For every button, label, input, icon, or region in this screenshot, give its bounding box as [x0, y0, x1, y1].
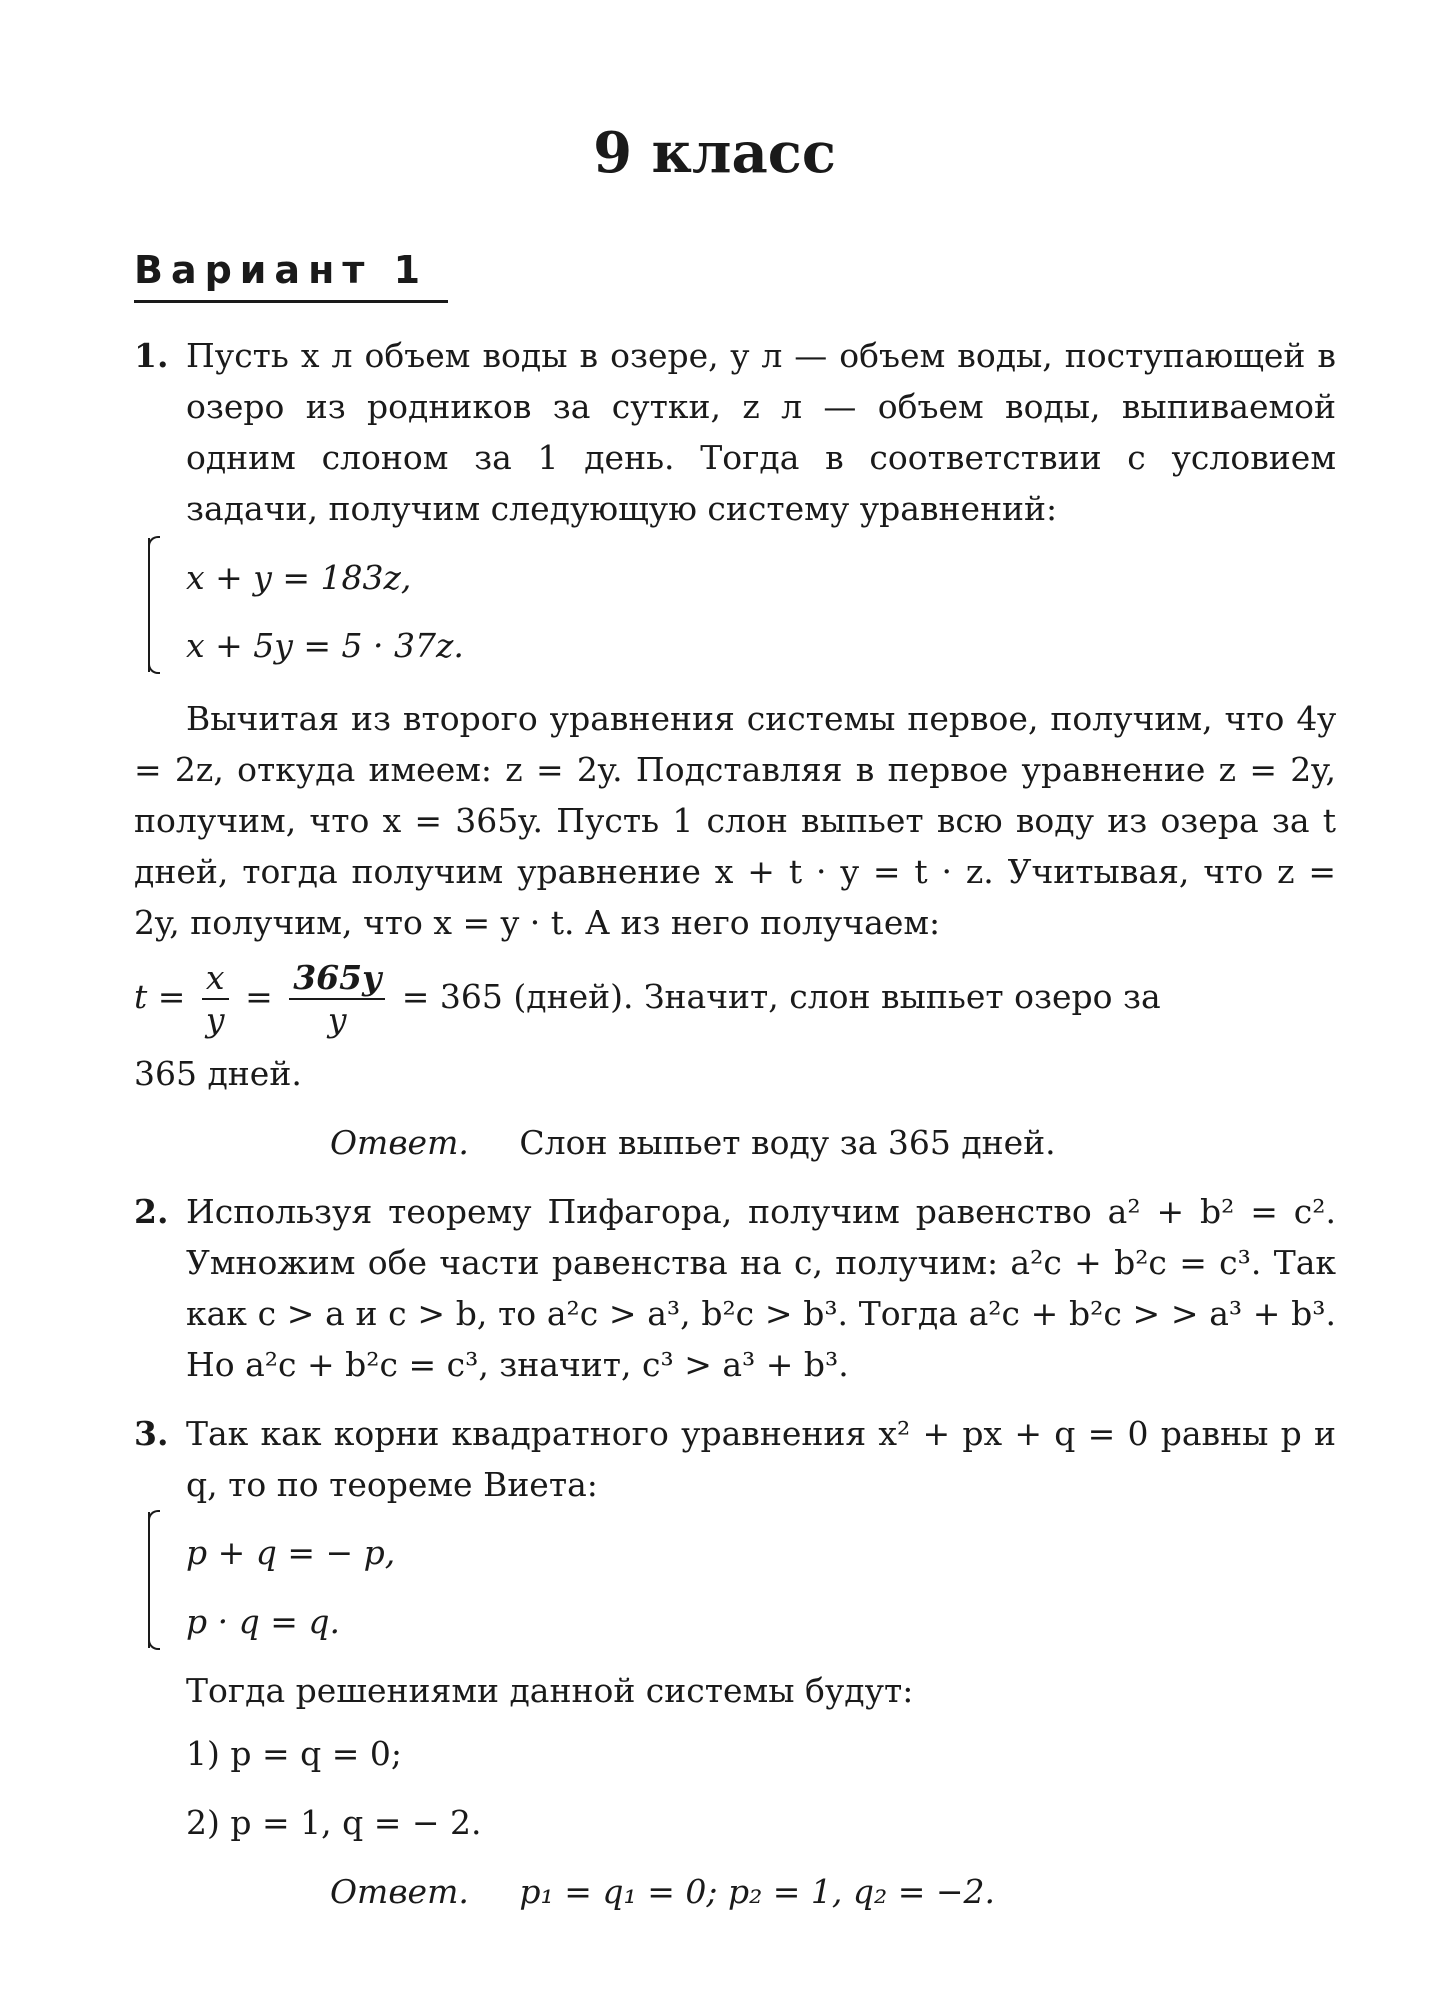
system-1-equation-1: x + y = 183z, [186, 558, 412, 597]
fraction-x-over-y [202, 958, 229, 1040]
problem-3-then: Тогда решениями данной системы будут: [186, 1671, 914, 1710]
problem-1-solution [134, 693, 1336, 948]
fraction-365y-over-y [289, 958, 385, 1040]
problem-1-conclusion: 365 дней. [134, 1054, 302, 1093]
problem-3-answer [330, 1866, 995, 1917]
fraction-1-denominator: y [205, 1000, 225, 1039]
problem-3-solution-2: 2) p = 1, q = − 2. [186, 1803, 482, 1842]
problem-1-answer [330, 1117, 1056, 1168]
problem-1-intro: Пусть x л объем воды в озере, y л — объем воды, поступающей в озеро из родников за сутки, z л — объем воды, выпиваемой одним слоном за 1 день. Тогда в соответствии с условием задачи, получим следующую систему уравнений: [186, 336, 1336, 528]
formula-tail: = 365 (дней). Значит, слон выпьет озеро за [401, 977, 1161, 1016]
answer-label: Ответ. [330, 1872, 469, 1911]
problem-2-text: Используя теорему Пифагора, получим равенство a² + b² = c². Умножим обе части равенства на c, получим: a²c + b²c = c³. Так как c > a и c > b, то a²c > a³, b²c > b³. Тогда a²c + b²c > > a³ + b³. Но a²c + b²c = c³, значит, c³ > a³ + b³. [186, 1192, 1336, 1384]
problem-3-number: 3. [134, 1414, 169, 1453]
problem-1-number: 1. [134, 336, 169, 375]
fraction-equals: = [245, 977, 273, 1016]
system-2-equation-2: p · q = q. [186, 1602, 340, 1641]
formula-line [134, 958, 1336, 1040]
answer-text: p₁ = q₁ = 0; p₂ = 1, q₂ = −2. [519, 1872, 996, 1911]
fraction-1-numerator: x [202, 958, 229, 1000]
system-1-equation-2: x + 5y = 5 · 37z. [186, 626, 464, 665]
system-2-equation-1: p + q = − p, [186, 1533, 396, 1572]
fraction-2-denominator: y [327, 1000, 347, 1039]
problem-3-solution-1: 1) p = q = 0; [186, 1734, 402, 1773]
variant-heading: Вариант 1 [134, 240, 448, 303]
problem-2-number: 2. [134, 1192, 169, 1231]
system-brace [148, 538, 164, 672]
system-brace [148, 1512, 164, 1648]
page-title: 9 класс [593, 120, 836, 186]
formula-lead: t = [134, 977, 186, 1016]
answer-text: Слон выпьет воду за 365 дней. [519, 1123, 1056, 1162]
problem-1-solution-text: Вычитая из второго уравнения системы первое, получим, что 4y = 2z, откуда имеем: z = 2y. Подставляя в первое уравнение z = 2y, получим, что x = 365y. Пусть 1 слон выпьет всю воду из озера за t дней, тогда получим уравнение x + t · y = t · z. Учитывая, что z = 2y, получим, что x = y · t. А из него получаем: [134, 699, 1336, 942]
answer-label: Ответ. [330, 1123, 469, 1162]
fraction-2-numerator: 365y [289, 958, 385, 1000]
problem-3-intro: Так как корни квадратного уравнения x² + px + q = 0 равны p и q, то по теореме Виета: [186, 1414, 1336, 1504]
